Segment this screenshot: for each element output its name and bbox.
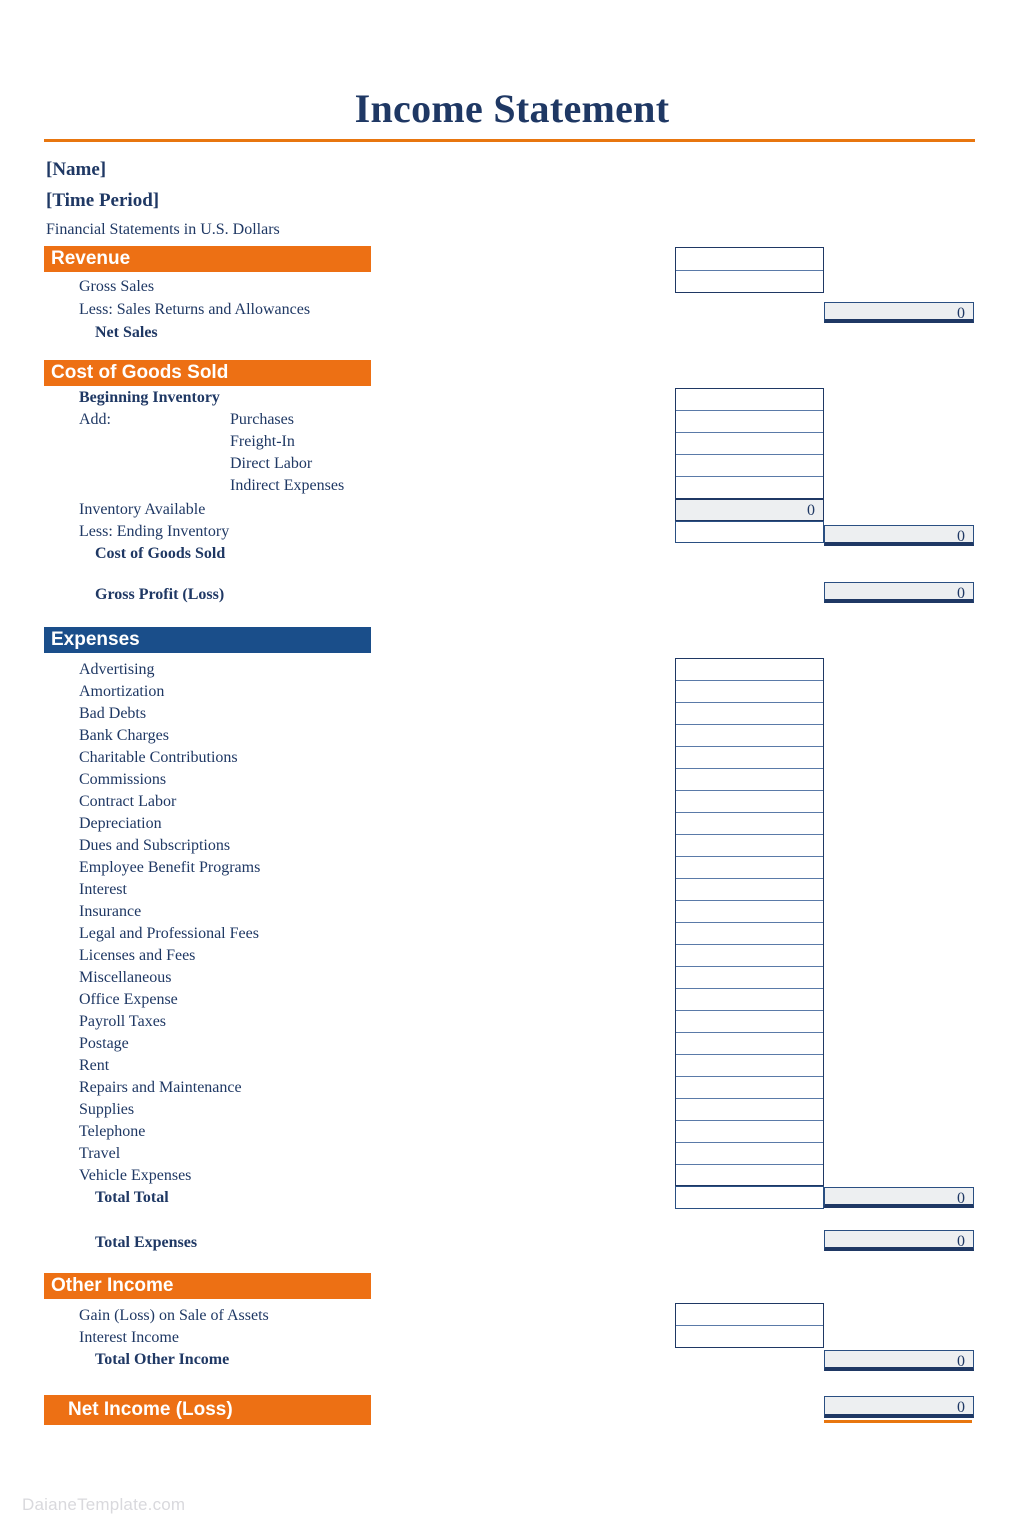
- other-income-input-group[interactable]: [675, 1303, 824, 1348]
- expense-row-input[interactable]: [676, 1143, 823, 1165]
- row-label-gross-sales: Gross Sales: [79, 278, 155, 295]
- row-label-ending-inventory: Less: Ending Inventory: [79, 523, 230, 540]
- expense-row-label: Amortization: [79, 683, 165, 700]
- expense-row-input[interactable]: [676, 835, 823, 857]
- revenue-input-group[interactable]: [675, 247, 824, 293]
- expense-row-input[interactable]: [676, 681, 823, 703]
- expense-row-input[interactable]: [676, 879, 823, 901]
- expense-row-label: Bad Debts: [79, 705, 147, 722]
- expense-row-label: Dues and Subscriptions: [79, 837, 231, 854]
- input-interest-income[interactable]: [676, 1326, 823, 1348]
- expense-row-label: Legal and Professional Fees: [79, 925, 259, 942]
- input-total-total-spacer[interactable]: [675, 1186, 824, 1209]
- input-freight-in[interactable]: [676, 433, 823, 455]
- expense-row-label: Repairs and Maintenance: [79, 1079, 242, 1096]
- expense-row-input[interactable]: [676, 1165, 823, 1187]
- input-direct-labor[interactable]: [676, 455, 823, 477]
- row-label-inventory-available: Inventory Available: [79, 501, 206, 518]
- section-header-other-income: Other Income: [44, 1273, 371, 1299]
- expense-row-input[interactable]: [676, 1011, 823, 1033]
- expense-row-label: Commissions: [79, 771, 167, 788]
- expense-row-label: Miscellaneous: [79, 969, 172, 986]
- expense-row-label: Licenses and Fees: [79, 947, 196, 964]
- expense-row-label: Supplies: [79, 1101, 135, 1118]
- row-label-add: Add:: [79, 411, 111, 428]
- expense-row-input[interactable]: [676, 1121, 823, 1143]
- expense-input-group[interactable]: [675, 658, 824, 1186]
- total-other-income-value: 0: [824, 1350, 974, 1371]
- cogs-input-group[interactable]: [675, 388, 824, 499]
- expense-row-input[interactable]: [676, 1033, 823, 1055]
- row-label-interest-income: Interest Income: [79, 1329, 179, 1346]
- row-label-freight-in: Freight-In: [230, 433, 295, 450]
- expense-row-input[interactable]: [676, 813, 823, 835]
- expense-row-input[interactable]: [676, 857, 823, 879]
- expense-row-label: Rent: [79, 1057, 110, 1074]
- expense-row-input[interactable]: [676, 791, 823, 813]
- total-expenses-value: 0: [824, 1230, 974, 1251]
- input-beginning-inventory[interactable]: [676, 389, 823, 411]
- expense-row-input[interactable]: [676, 659, 823, 681]
- input-sales-returns[interactable]: [676, 271, 823, 294]
- total-cost-of-goods-sold: 0: [824, 525, 974, 546]
- row-label-gain-loss-sale-assets: Gain (Loss) on Sale of Assets: [79, 1307, 269, 1324]
- expense-row-label: Travel: [79, 1145, 121, 1162]
- row-label-total-expenses: Total Expenses: [95, 1234, 198, 1251]
- total-total-value: 0: [824, 1187, 974, 1208]
- input-indirect-expenses[interactable]: [676, 477, 823, 500]
- section-header-net-income: Net Income (Loss): [44, 1395, 371, 1425]
- expense-row-label: Vehicle Expenses: [79, 1167, 192, 1184]
- site-watermark: DaianeTemplate.com: [22, 1495, 186, 1514]
- expense-row-label: Advertising: [79, 661, 155, 678]
- section-header-revenue: Revenue: [44, 246, 371, 272]
- total-gross-profit: 0: [824, 582, 974, 603]
- expense-row-input[interactable]: [676, 923, 823, 945]
- section-header-cogs: Cost of Goods Sold: [44, 360, 371, 386]
- expense-row-input[interactable]: [676, 901, 823, 923]
- expense-row-label: Employee Benefit Programs: [79, 859, 261, 876]
- expense-row-label: Insurance: [79, 903, 142, 920]
- expense-row-label: Interest: [79, 881, 127, 898]
- row-label-gross-profit: Gross Profit (Loss): [95, 586, 225, 603]
- company-name-placeholder[interactable]: [Name]: [46, 159, 107, 180]
- expense-row-input[interactable]: [676, 725, 823, 747]
- expense-row-input[interactable]: [676, 1055, 823, 1077]
- row-label-cost-of-goods-sold: Cost of Goods Sold: [95, 545, 226, 562]
- row-label-beginning-inventory: Beginning Inventory: [79, 389, 220, 406]
- expense-row-label: Office Expense: [79, 991, 178, 1008]
- input-less-ending-inventory[interactable]: [675, 521, 824, 543]
- expense-row-input[interactable]: [676, 703, 823, 725]
- input-purchases[interactable]: [676, 411, 823, 433]
- expense-row-input[interactable]: [676, 945, 823, 967]
- expense-row-input[interactable]: [676, 1099, 823, 1121]
- expense-row-label: Payroll Taxes: [79, 1013, 167, 1030]
- expense-row-input[interactable]: [676, 747, 823, 769]
- expense-row-input[interactable]: [676, 989, 823, 1011]
- expense-row-label: Charitable Contributions: [79, 749, 238, 766]
- expense-row-input[interactable]: [676, 769, 823, 791]
- expense-row-label: Depreciation: [79, 815, 162, 832]
- row-label-purchases: Purchases: [230, 411, 294, 428]
- total-net-income: 0: [824, 1396, 974, 1418]
- row-label-indirect-expenses: Indirect Expenses: [230, 477, 345, 494]
- input-gain-loss-sale-assets[interactable]: [676, 1304, 823, 1326]
- row-label-net-sales: Net Sales: [95, 324, 158, 341]
- page-title: Income Statement: [354, 86, 670, 131]
- row-label-sales-returns: Less: Sales Returns and Allowances: [79, 301, 311, 318]
- expense-row-input[interactable]: [676, 1077, 823, 1099]
- input-gross-sales[interactable]: [676, 248, 823, 271]
- time-period-placeholder[interactable]: [Time Period]: [46, 190, 160, 211]
- row-label-total-total: Total Total: [95, 1189, 169, 1206]
- total-inventory-available: 0: [675, 499, 824, 521]
- expense-row-label: Postage: [79, 1035, 129, 1052]
- expense-row-label: Bank Charges: [79, 727, 169, 744]
- row-label-direct-labor: Direct Labor: [230, 455, 313, 472]
- currency-note: Financial Statements in U.S. Dollars: [46, 221, 280, 238]
- expense-row-label: Contract Labor: [79, 793, 177, 810]
- row-label-total-other-income: Total Other Income: [95, 1351, 230, 1368]
- section-header-expenses: Expenses: [44, 627, 371, 653]
- total-net-sales: 0: [824, 302, 974, 323]
- expense-row-label: Telephone: [79, 1123, 146, 1140]
- title-divider: [44, 139, 975, 142]
- expense-row-input[interactable]: [676, 967, 823, 989]
